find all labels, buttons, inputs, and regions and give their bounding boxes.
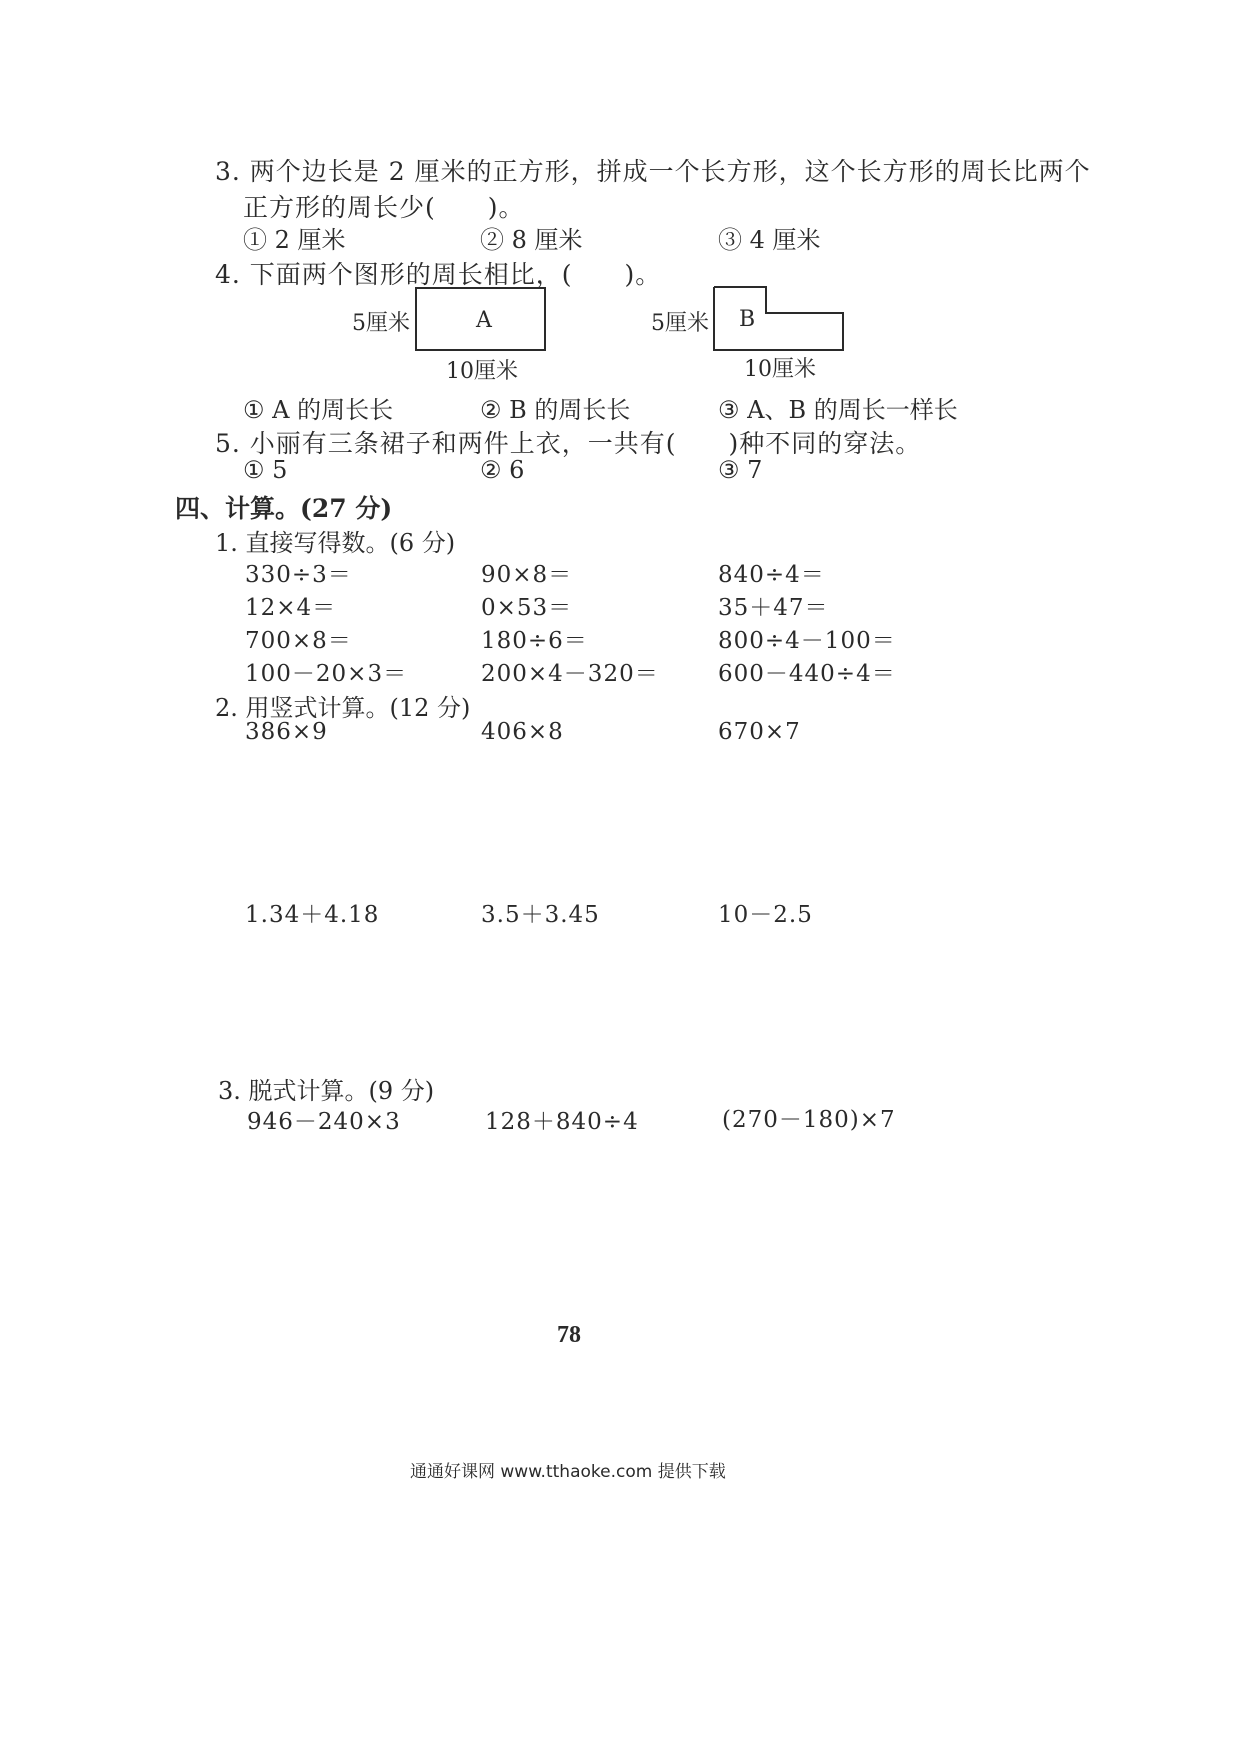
calc-cell: 35＋47＝ [718, 595, 829, 621]
figure-b-letter: B [739, 307, 756, 332]
calc-cell: 90×8＝ [481, 562, 573, 588]
calc-cell: 0×53＝ [481, 595, 573, 621]
q4-option-3: ③ A、B 的周长一样长 [718, 396, 958, 424]
q5-text: 5. 小丽有三条裙子和两件上衣，一共有( )种不同的穿法。 [215, 429, 922, 458]
footer-watermark: 通通好课网 www.tthaoke.com 提供下载 [410, 1462, 726, 1482]
figure-a-bottom-label: 10厘米 [446, 359, 518, 384]
q3-option-2: ② 8 厘米 [480, 226, 583, 254]
q5-option-3: ③ 7 [718, 456, 763, 484]
calc-cell: 100－20×3＝ [245, 661, 408, 687]
part1-title: 1. 直接写得数。(6 分) [215, 529, 456, 557]
stepwise-calc-item: 946－240×3 [247, 1109, 401, 1135]
vertical-calc-item: 406×8 [481, 719, 564, 745]
calc-cell: 330÷3＝ [245, 562, 352, 588]
section4-title: 四、计算。(27 分) [175, 494, 393, 523]
vertical-calc-item: 670×7 [718, 719, 801, 745]
calc-cell: 12×4＝ [245, 595, 337, 621]
figure-b-lshape [714, 287, 843, 350]
stepwise-calc-item: 128＋840÷4 [485, 1109, 639, 1135]
q3-option-3: ③ 4 厘米 [718, 226, 821, 254]
q5-option-2: ② 6 [480, 456, 525, 484]
calc-cell: 840÷4＝ [718, 562, 825, 588]
q3-option-1: ① 2 厘米 [243, 226, 346, 254]
calc-cell: 800÷4－100＝ [718, 628, 896, 654]
q4-text: 4. 下面两个图形的周长相比，( )。 [215, 260, 662, 289]
figure-b-side-label: 5厘米 [651, 311, 709, 336]
part3-title: 3. 脱式计算。(9 分) [218, 1077, 435, 1105]
calc-cell: 600－440÷4＝ [718, 661, 896, 687]
vertical-calc-item: 1.34＋4.18 [245, 902, 380, 928]
vertical-calc-item: 10－2.5 [718, 902, 813, 928]
vertical-calc-item: 3.5＋3.45 [481, 902, 600, 928]
q4-option-1: ① A 的周长长 [243, 396, 394, 424]
q3-line2: 正方形的周长少( )。 [243, 193, 525, 222]
calc-cell: 180÷6＝ [481, 628, 588, 654]
q5-option-1: ① 5 [243, 456, 288, 484]
page-number: 78 [557, 1322, 581, 1348]
q3-line1: 3. 两个边长是 2 厘米的正方形，拼成一个长方形，这个长方形的周长比两个 [215, 157, 1091, 186]
stepwise-calc-item: (270－180)×7 [722, 1107, 896, 1133]
calc-cell: 700×8＝ [245, 628, 352, 654]
figure-b-bottom-label: 10厘米 [744, 357, 816, 382]
part2-title: 2. 用竖式计算。(12 分) [215, 694, 471, 722]
calc-cell: 200×4－320＝ [481, 661, 659, 687]
q4-option-2: ② B 的周长长 [480, 396, 631, 424]
figure-a-letter: A [476, 308, 492, 333]
vertical-calc-item: 386×9 [245, 719, 328, 745]
figure-a-side-label: 5厘米 [352, 311, 410, 336]
